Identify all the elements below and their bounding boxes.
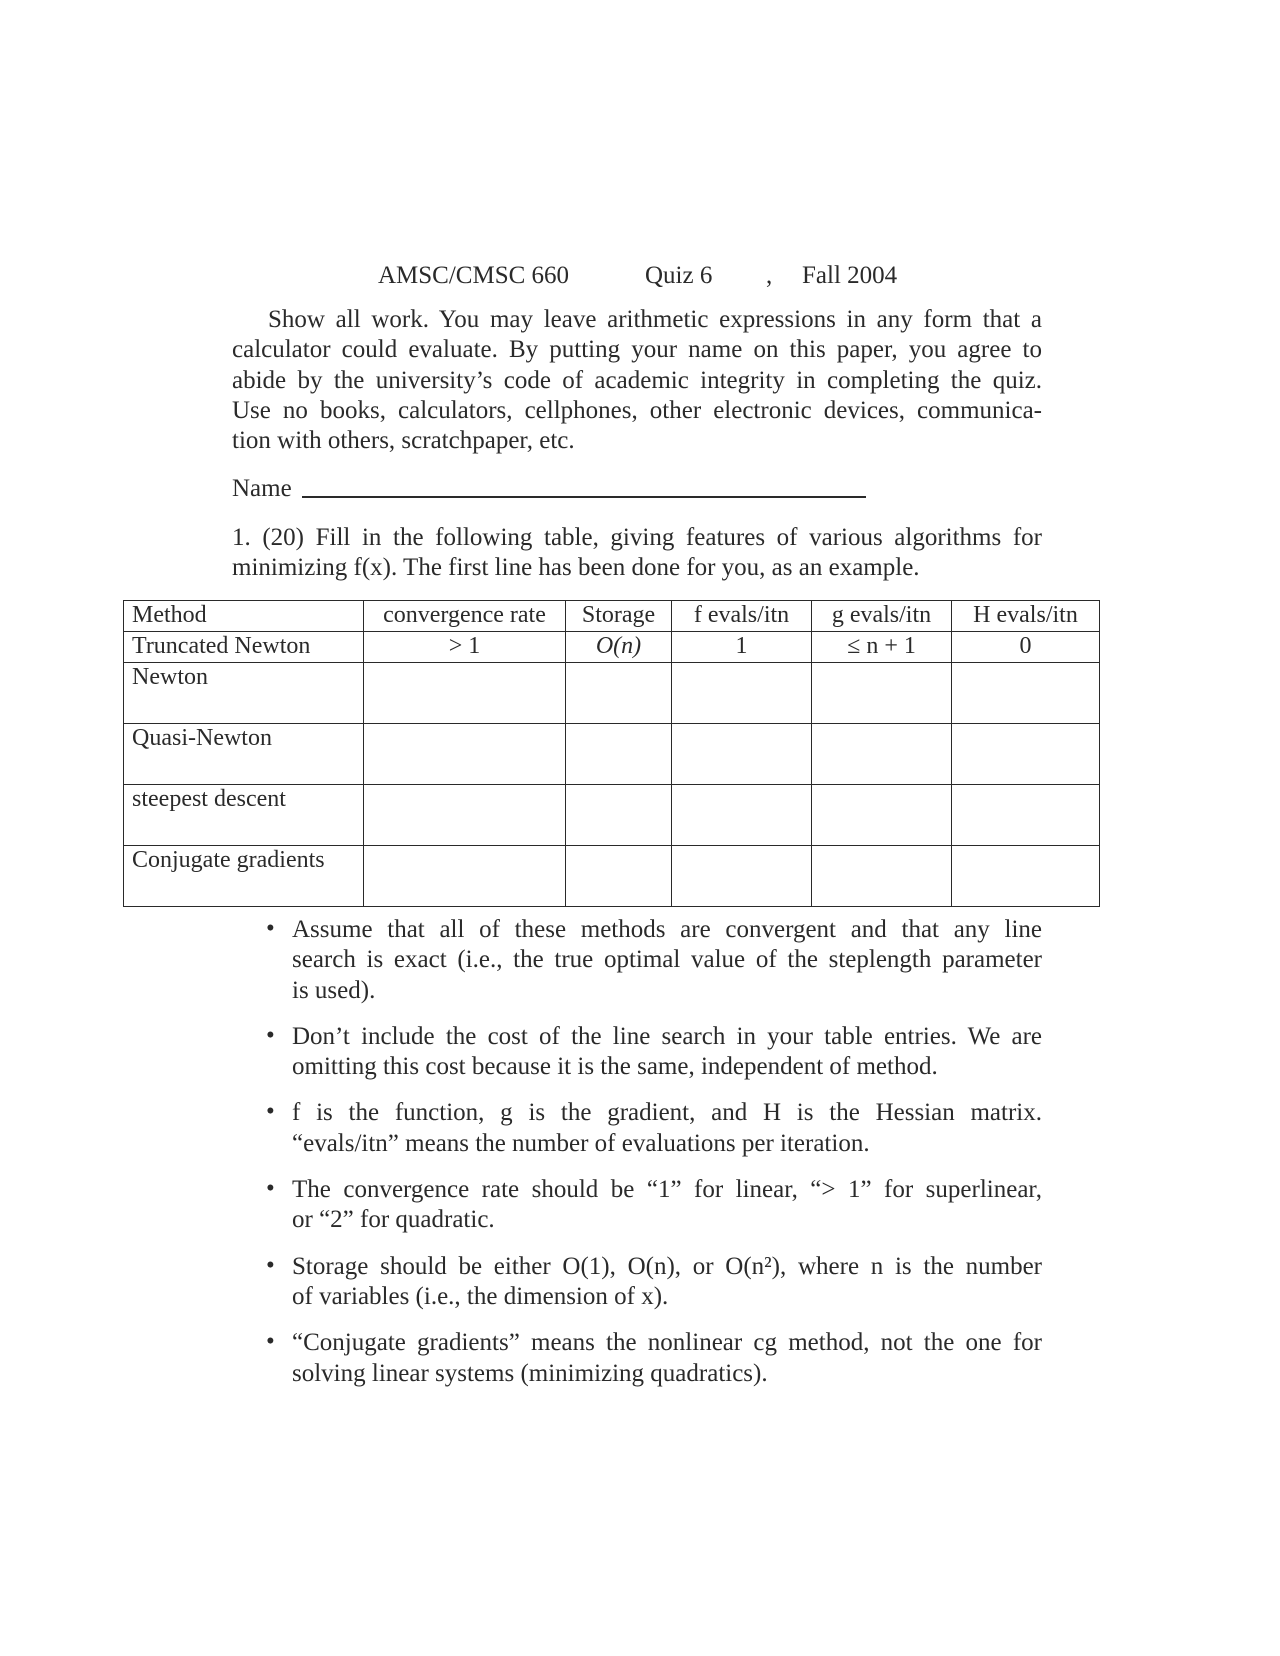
- list-item: [262, 1328, 1042, 1389]
- bullet-icon: •: [266, 1175, 275, 1203]
- storage-cell: [566, 632, 672, 663]
- note-line: “Conjugate gradients” means the nonlinear cg method, not the one for: [292, 1329, 1042, 1357]
- method-cell: Truncated Newton: [124, 632, 364, 663]
- instructions-line: Use no books, calculators, cellphones, other electronic devices, communica-: [232, 396, 1042, 424]
- table-header-row: [124, 601, 1100, 632]
- method-cell: Newton: [124, 663, 364, 724]
- answer-cell[interactable]: [812, 724, 952, 785]
- list-item: [262, 1175, 1042, 1236]
- bullet-icon: •: [266, 1021, 275, 1049]
- g-evals-cell: ≤ n + 1: [812, 632, 952, 663]
- answer-cell[interactable]: [952, 724, 1100, 785]
- quiz-number: Quiz 6: [645, 262, 713, 289]
- name-field-line[interactable]: [302, 496, 866, 498]
- answer-cell[interactable]: [364, 663, 566, 724]
- table-row-quasi-newton: [124, 724, 1100, 785]
- answer-cell[interactable]: [672, 724, 812, 785]
- note-line: is used).: [292, 976, 376, 1004]
- storage-value: O(n): [595, 633, 642, 659]
- note-line: search is exact (i.e., the true optimal value of the steplength parameter: [292, 946, 1042, 974]
- answer-cell[interactable]: [566, 785, 672, 846]
- question-line: 1. (20) Fill in the following table, giving features of various algorithms for: [232, 524, 1042, 551]
- list-item: [262, 1098, 1042, 1159]
- header-g-evals: g evals/itn: [812, 601, 952, 632]
- instructions-line: abide by the university’s code of academic integrity in completing the quiz.: [232, 366, 1042, 394]
- note-line: or “2” for quadratic.: [292, 1206, 495, 1234]
- quiz-header: [0, 262, 1280, 302]
- header-convergence-rate: convergence rate: [364, 601, 566, 632]
- answer-cell[interactable]: [364, 846, 566, 907]
- note-line: of variables (i.e., the dimension of x).: [292, 1282, 669, 1310]
- algorithm-features-table: [123, 600, 1100, 907]
- question-line: minimizing f(x). The first line has been done for you, as an example.: [232, 554, 920, 582]
- list-item: [262, 1022, 1042, 1083]
- header-method: Method: [124, 601, 364, 632]
- answer-cell[interactable]: [566, 724, 672, 785]
- answer-cell[interactable]: [952, 785, 1100, 846]
- table-row-truncated-newton: [124, 632, 1100, 663]
- question-1-prompt: [232, 523, 1042, 584]
- method-cell: Quasi-Newton: [124, 724, 364, 785]
- answer-cell[interactable]: [672, 846, 812, 907]
- instructions-line: tion with others, scratchpaper, etc.: [232, 427, 575, 455]
- method-cell: steepest descent: [124, 785, 364, 846]
- answer-cell[interactable]: [952, 663, 1100, 724]
- note-line: f is the function, g is the gradient, and H is the Hessian matrix.: [292, 1099, 1042, 1127]
- term: Fall 2004: [802, 262, 898, 289]
- method-cell: Conjugate gradients: [124, 846, 364, 907]
- header-h-evals: H evals/itn: [952, 601, 1100, 632]
- note-line: Storage should be either O(1), O(n), or O(n²), where n is the number: [292, 1252, 1042, 1280]
- answer-cell[interactable]: [364, 724, 566, 785]
- notes-list: [262, 915, 1042, 1405]
- h-evals-cell: 0: [952, 632, 1100, 663]
- note-line: “evals/itn” means the number of evaluations per iteration.: [292, 1129, 870, 1157]
- header-storage: Storage: [566, 601, 672, 632]
- course-code: AMSC/CMSC 660: [378, 262, 570, 289]
- convergence-rate-cell: > 1: [364, 632, 566, 663]
- answer-cell[interactable]: [566, 663, 672, 724]
- instructions-line: Show all work. You may leave arithmetic expressions in any form that a: [268, 306, 1042, 333]
- answer-cell[interactable]: [672, 663, 812, 724]
- answer-cell[interactable]: [566, 846, 672, 907]
- bullet-icon: •: [266, 1328, 275, 1356]
- bullet-icon: •: [266, 1251, 275, 1279]
- header-separator: ,: [766, 262, 773, 289]
- answer-cell[interactable]: [364, 785, 566, 846]
- f-evals-cell: 1: [672, 632, 812, 663]
- note-line: The convergence rate should be “1” for linear, “> 1” for superlinear,: [292, 1176, 1042, 1204]
- instructions-paragraph: [232, 305, 1042, 456]
- list-item: [262, 1252, 1042, 1313]
- table-row-newton: [124, 663, 1100, 724]
- note-line: omitting this cost because it is the same, independent of method.: [292, 1053, 938, 1081]
- note-line: Assume that all of these methods are convergent and that any line: [292, 916, 1042, 943]
- answer-cell[interactable]: [812, 785, 952, 846]
- note-line: solving linear systems (minimizing quadratics).: [292, 1359, 768, 1387]
- instructions-line: calculator could evaluate. By putting your name on this paper, you agree to: [232, 336, 1042, 364]
- table-row-conjugate-gradients: [124, 846, 1100, 907]
- answer-cell[interactable]: [812, 846, 952, 907]
- list-item: [262, 915, 1042, 1006]
- name-label: Name: [232, 475, 292, 502]
- note-line: Don’t include the cost of the line search in your table entries. We are: [292, 1022, 1042, 1050]
- header-f-evals: f evals/itn: [672, 601, 812, 632]
- answer-cell[interactable]: [812, 663, 952, 724]
- bullet-icon: •: [266, 915, 275, 942]
- table-row-steepest-descent: [124, 785, 1100, 846]
- bullet-icon: •: [266, 1098, 275, 1126]
- answer-cell[interactable]: [672, 785, 812, 846]
- answer-cell[interactable]: [952, 846, 1100, 907]
